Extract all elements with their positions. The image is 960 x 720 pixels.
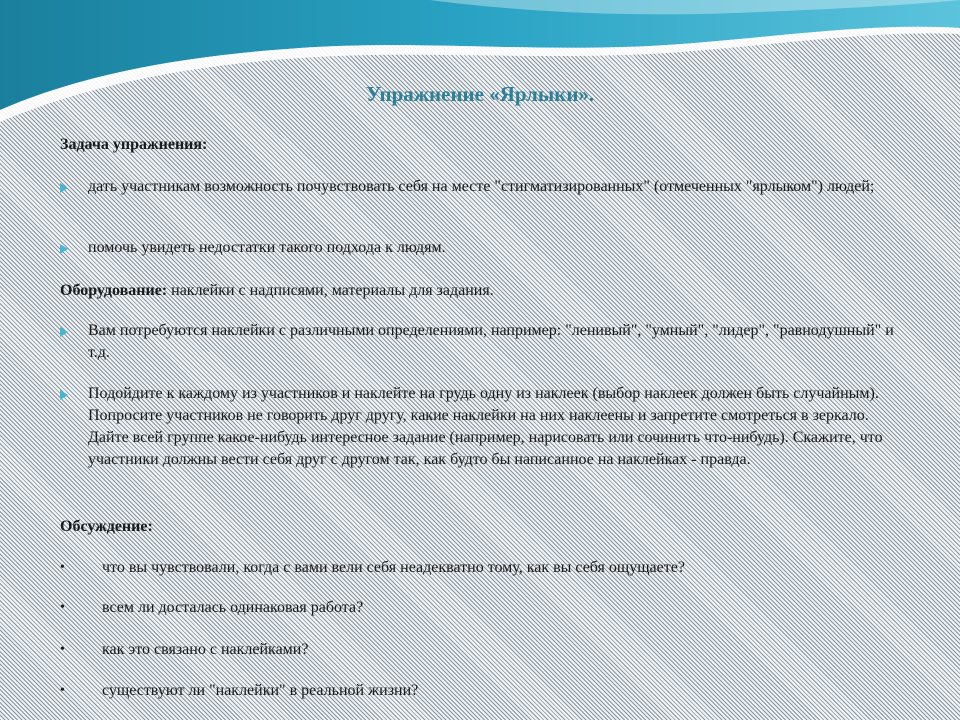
task-item-2: помочь увидеть недостатки такого подхода к людям. [88, 239, 446, 256]
task-item-1: дать участникам возможность почувствовать себя на месте "стигматизированных" (отмеченных "ярлыком") людей; [88, 178, 875, 195]
equipment-item-1: Вам потребуются наклейки с различными определениями, например: "ленивый", "умный", "лидер", "равнодушный" и т.д. [88, 322, 894, 361]
discussion-label: Обсуждение: [60, 518, 153, 535]
equipment-item-2: Подойдите к каждому из участников и наклейте на грудь одну из наклеек (выбор наклеек должен быть случайным). Попросите участников не говорить друг другу, какие наклейки на них наклеены и запретите смотреться в зеркало. Дайте всей группе какое-нибудь интересное задание (например, нарисовать или сочинить что-нибудь). Скажите, что участники должны вести себя друг с другом так, как будто бы написанное на наклейках - правда. [88, 385, 883, 468]
discussion-question-1: что вы чувствовали, когда с вами вели себя неадекватно тому, как вы себя ощущаете? [102, 559, 685, 576]
equipment-line [60, 280, 494, 302]
equipment-text: наклейки с надписями, материалы для задания. [171, 282, 494, 299]
dot-bullet-icon: • [60, 560, 65, 575]
discussion-question-3: как это связано с наклейками? [102, 641, 309, 658]
triangle-bullet-icon [60, 244, 68, 254]
triangle-bullet-icon [60, 390, 68, 400]
header-wave-decoration [0, 0, 960, 150]
dot-bullet-icon: • [60, 642, 65, 657]
slide-title: Упражнение «Ярлыки». [365, 82, 595, 106]
dot-bullet-icon: • [60, 600, 65, 615]
equipment-label: Оборудование: [60, 282, 168, 299]
task-label: Задача упражнения: [60, 136, 208, 153]
triangle-bullet-icon [60, 183, 68, 193]
dot-bullet-icon: • [60, 683, 65, 698]
discussion-question-4: существуют ли "наклейки" в реальной жизни? [102, 682, 419, 699]
triangle-bullet-icon [60, 327, 68, 337]
discussion-question-2: всем ли досталась одинаковая работа? [102, 599, 364, 616]
